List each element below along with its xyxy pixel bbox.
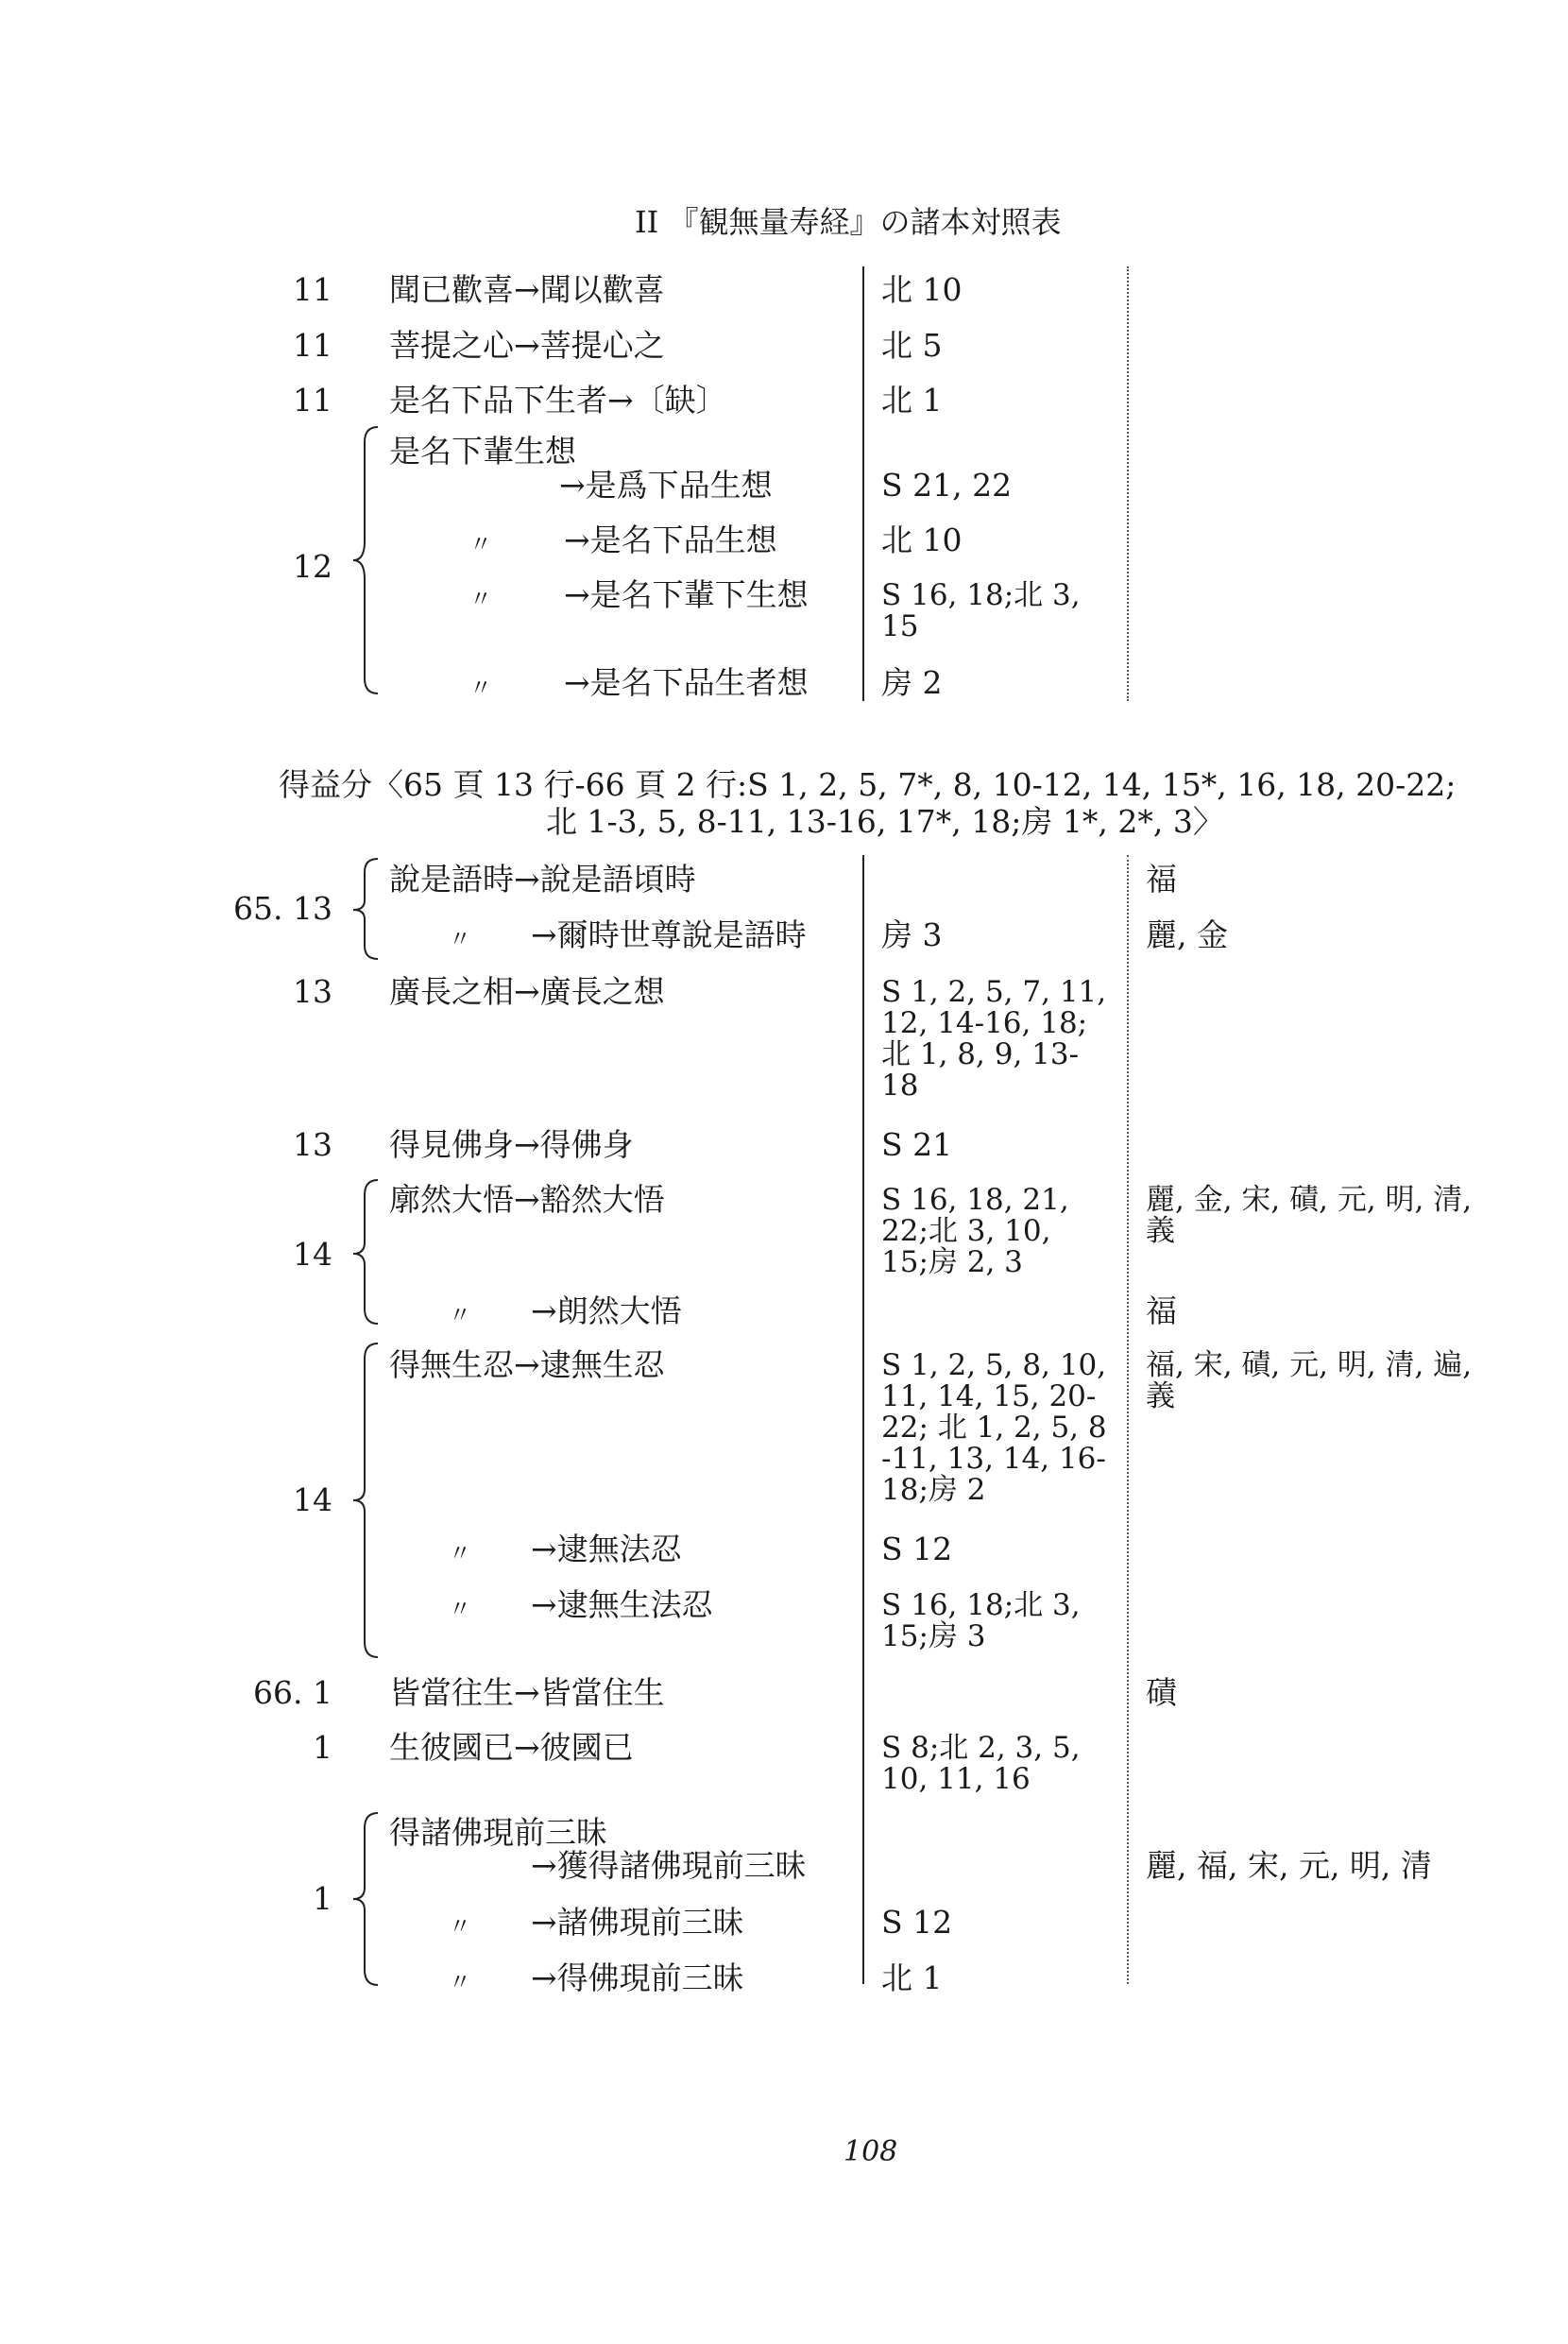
edition-notes: 福 — [1146, 1292, 1177, 1329]
variant-reading: 廓然大悟→豁然大悟 — [389, 1181, 665, 1218]
variant-reading: 聞已歡喜→聞以歡喜 — [389, 271, 665, 308]
variant-reading: →是名下品生者想 — [564, 664, 809, 701]
variant-reading: →是名下輩下生想 — [564, 576, 809, 613]
ditto-mark: 〃 — [469, 675, 492, 701]
line-number: 65. 13 — [233, 890, 332, 927]
variant-reading: 皆當往生→皆當住生 — [389, 1674, 665, 1711]
line-number: 12 — [293, 548, 332, 585]
ditto-mark: 〃 — [449, 1969, 471, 1995]
manuscript-sources: S 8;北 2, 3, 5, 10, 11, 16 — [881, 1731, 1081, 1796]
variant-reading: 菩提之心→菩提心之 — [389, 327, 665, 364]
variant-reading: →逮無法忍 — [531, 1531, 682, 1567]
line-number: 1 — [313, 1729, 332, 1766]
line-number: 13 — [293, 1126, 332, 1163]
group-brace — [349, 423, 387, 697]
manuscript-sources: S 1, 2, 5, 8, 10, 11, 14, 15, 20- 22; 北 1, 2, 5, 8 -11, 13, 14, 16- 18;房 2 — [881, 1348, 1107, 1507]
line-number: 66. 1 — [253, 1674, 332, 1711]
edition-notes: 福, 宋, 磧, 元, 明, 清, 遍, 義 — [1146, 1348, 1473, 1413]
edition-notes: 麗, 金, 宋, 磧, 元, 明, 清, 義 — [1146, 1183, 1473, 1248]
variant-reading: 是名下輩生想 — [389, 433, 576, 470]
notes-column-rule — [1127, 855, 1129, 1984]
sources-column-rule — [862, 855, 864, 1984]
line-number: 11 — [293, 271, 332, 308]
ditto-mark: 〃 — [449, 926, 471, 952]
manuscript-sources: S 21, 22 — [881, 467, 1013, 504]
variant-reading: →得佛現前三昧 — [531, 1959, 744, 1996]
edition-notes: 麗, 金 — [1146, 916, 1228, 953]
variant-reading: 得諸佛現前三昧 — [389, 1814, 607, 1851]
line-number: 11 — [293, 327, 332, 364]
edition-notes: 福 — [1146, 861, 1177, 898]
line-number: 14 — [293, 1481, 332, 1518]
running-header: II 『観無量寿経』の諸本対照表 — [635, 204, 1062, 240]
manuscript-sources: 北 5 — [881, 327, 943, 364]
manuscript-sources: S 12 — [881, 1531, 953, 1567]
manuscript-sources: S 16, 18;北 3, 15;房 3 — [881, 1588, 1081, 1653]
variant-reading: 廣長之相→廣長之想 — [389, 973, 665, 1010]
section-heading-continued: 北 1-3, 5, 8-11, 13-16, 17*, 18;房 1*, 2*, 3〉 — [546, 803, 1224, 840]
section-heading: 得益分〈65 頁 13 行-66 頁 2 行:S 1, 2, 5, 7*, 8, 10-12, 14, 15*, 16, 18, 20-22; — [279, 766, 1457, 803]
variant-reading: 是名下品下生者→〔缺〕 — [389, 382, 727, 419]
variant-reading: 生彼國已→彼國已 — [389, 1729, 634, 1766]
ditto-mark: 〃 — [449, 1913, 471, 1940]
manuscript-sources: S 16, 18;北 3, 15 — [881, 578, 1081, 643]
group-brace — [349, 1176, 387, 1327]
ditto-mark: 〃 — [469, 531, 492, 557]
edition-notes: 麗, 福, 宋, 元, 明, 清 — [1146, 1847, 1432, 1884]
variant-reading: →爾時世尊說是語時 — [531, 916, 807, 953]
manuscript-sources: 房 3 — [881, 916, 943, 953]
variant-reading: →朗然大悟 — [531, 1292, 682, 1329]
sources-column-rule — [862, 266, 864, 701]
manuscript-sources: S 16, 18, 21, 22;北 3, 10, 15;房 2, 3 — [881, 1183, 1069, 1279]
manuscript-sources: S 12 — [881, 1904, 953, 1941]
group-brace — [349, 1340, 387, 1661]
variant-reading: →是名下品生想 — [564, 522, 777, 558]
ditto-mark: 〃 — [449, 1302, 471, 1328]
variant-reading: →逮無生法忍 — [531, 1586, 713, 1623]
manuscript-sources: S 21 — [881, 1126, 953, 1163]
line-number: 11 — [293, 382, 332, 419]
notes-column-rule — [1127, 266, 1129, 701]
variant-reading: →是爲下品生想 — [559, 467, 773, 504]
line-number: 1 — [313, 1880, 332, 1917]
manuscript-sources: 北 1 — [881, 382, 943, 419]
line-number: 14 — [293, 1236, 332, 1273]
manuscript-sources: 北 10 — [881, 271, 963, 308]
variant-reading: 說是語時→說是語頃時 — [389, 861, 696, 898]
variant-reading: →獲得諸佛現前三昧 — [531, 1847, 807, 1884]
ditto-mark: 〃 — [449, 1540, 471, 1566]
group-brace — [349, 855, 387, 964]
edition-notes: 磧 — [1146, 1674, 1177, 1711]
ditto-mark: 〃 — [469, 586, 492, 612]
manuscript-sources: S 1, 2, 5, 7, 11, 12, 14-16, 18; 北 1, 8, 9, 13- 18 — [881, 975, 1107, 1103]
group-brace — [349, 1809, 387, 1989]
line-number: 13 — [293, 973, 332, 1010]
variant-reading: →諸佛現前三昧 — [531, 1904, 744, 1941]
variant-reading: 得無生忍→逮無生忍 — [389, 1346, 665, 1383]
page-number: 108 — [844, 2135, 898, 2168]
manuscript-sources: 房 2 — [881, 664, 943, 701]
manuscript-sources: 北 1 — [881, 1959, 943, 1996]
manuscript-sources: 北 10 — [881, 522, 963, 558]
variant-reading: 得見佛身→得佛身 — [389, 1126, 634, 1163]
ditto-mark: 〃 — [449, 1596, 471, 1622]
